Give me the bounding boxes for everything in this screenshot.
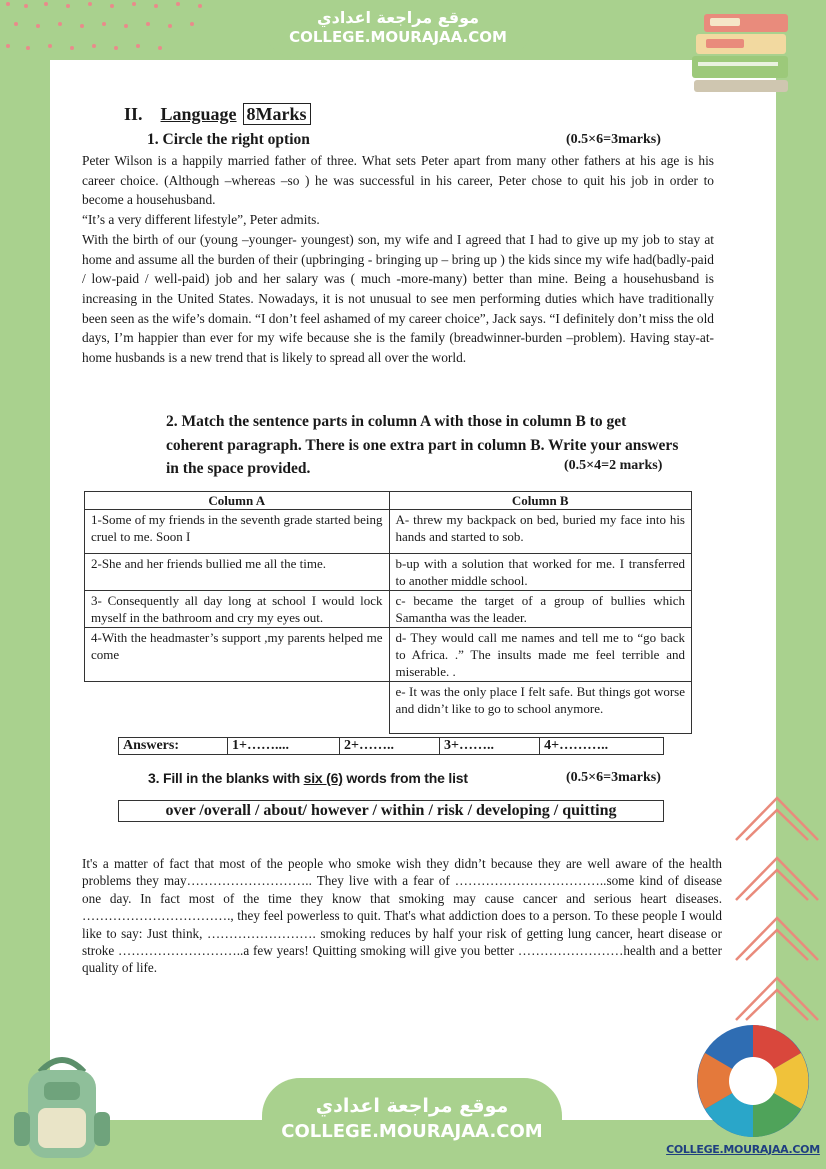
section-heading: [124, 104, 311, 125]
answers-row: [118, 737, 664, 755]
header-tab: [262, 0, 534, 58]
cell-a-1: 1-Some of my friends in the seventh grade started being cruel to me. Soon I: [85, 510, 390, 554]
answers-label: Answers:: [119, 738, 228, 755]
q1-marks: (0.5×6=3marks): [566, 132, 661, 147]
q2-marks: (0.5×4=2 marks): [564, 458, 663, 473]
column-a-header: Column A: [85, 492, 390, 510]
q3-title-rest: words from the list: [342, 770, 468, 786]
cell-b-2: b-up with a solution that worked for me. I transferred to another middle school.: [389, 554, 692, 591]
word-list-box: over /overall / about/ however / within / risk / developing / quitting: [118, 800, 664, 822]
header-arabic: موقع مراجعة اعدادي: [316, 8, 480, 27]
table-row: [85, 682, 692, 734]
q3-marks: (0.5×6=3marks): [566, 770, 661, 785]
footer-tab: [262, 1078, 562, 1169]
decorative-dots: [4, 0, 204, 56]
chevron-decoration-icon: [732, 790, 822, 1030]
footer-brand-link[interactable]: COLLEGE.MOURAJAA.COM: [666, 1143, 820, 1156]
cell-a-3: 3- Consequently all day long at school I would lock myself in the bathroom and cry my eyes out.: [85, 591, 390, 628]
q3-title-count: six (6): [303, 770, 343, 786]
cell-a-2: 2-She and her friends bullied me all the time.: [85, 554, 390, 591]
backpack-icon: [10, 1052, 114, 1162]
cell-b-5: e- It was the only place I felt safe. But things got worse and didn’t like to go to school anymore.: [389, 682, 692, 734]
section-marks: 8Marks: [243, 103, 311, 125]
cell-a-4: 4-With the headmaster’s support ,my parents helped me come: [85, 628, 390, 682]
cell-a-5: [85, 682, 390, 734]
section-number: II.: [124, 104, 143, 124]
cell-b-3: c- became the target of a group of bullies which Samantha was the leader.: [389, 591, 692, 628]
q3-title-text: 3. Fill in the blanks with: [148, 770, 304, 786]
q2-title: 2. Match the sentence parts in column A with those in column B to get coherent paragraph. There is one extra part in column B. Write your answers in the space provided.: [166, 413, 679, 477]
answer-slot-3[interactable]: 3+……..: [440, 738, 540, 755]
q3-passage: It's a matter of fact that most of the people who smoke wish they didn’t because they are well aware of the health problems they may……………………….. They live with a fear of ……………………………..some kind of disease one day. In fact most of the time they know that smoking may cause cancer and serious heart diseases. ……………………………., they feel powerless to quit. That's what addiction does to a person. To these people I would like to say: Just think, ……………………. smoking reduces by half your risk of getting lung cancer, heart disease or stroke ………………………..a few years! Quitting smoking will give you better ……………………health and a better quality of life.: [82, 856, 722, 976]
subjects-wheel-logo: [694, 1022, 812, 1140]
table-row: [85, 591, 692, 628]
answer-slot-4[interactable]: 4+………..: [540, 738, 664, 755]
q1-line-2: “It’s a very different lifestyle”, Peter admits.: [82, 212, 320, 228]
q1-line-3: With the birth of our (young –younger- youngest) son, my wife and I agreed that I had to give up my job to stay at home and assume all the burden of their (upbringing - bringing up – bring up ) the kids since my wife had(badly-paid / low-paid / well-paid) job and her salary was ( much -more-many) better than mine. Being a househusband is increasing in the United States. Nowadays, it is not unusual to see men performing duties which have traditionally been seen as the wife’s domain. “I don’t feel ashamed of my career choice”, Jack says. “I definitely don’t miss the old days, I’m happier than ever for my wife because she is the family (breadwinner-burden –problem). Having stay-at- home husbands is a new trend that is likely to spread all over the world.: [82, 231, 714, 366]
footer-site-link[interactable]: COLLEGE.MOURAJAA.COM: [281, 1121, 543, 1142]
cell-b-4: d- They would call me names and tell me to “go back to Africa. .” The insults made me feel terrible and miserable. .: [389, 628, 692, 682]
q1-title: 1. Circle the right option: [147, 131, 310, 148]
answer-slot-1[interactable]: 1+……....: [228, 738, 340, 755]
books-icon: [690, 10, 794, 94]
table-row: [85, 554, 692, 591]
q3-title: [148, 770, 468, 786]
header-site-link[interactable]: COLLEGE.MOURAJAA.COM: [289, 28, 507, 46]
q1-passage: [82, 151, 714, 368]
answer-slot-2[interactable]: 2+……..: [339, 738, 439, 755]
table-header-row: [85, 492, 692, 510]
matching-table: [84, 491, 692, 734]
section-title: Language: [160, 104, 237, 124]
table-row: [85, 510, 692, 554]
cell-b-1: A- threw my backpack on bed, buried my face into his hands and started to sob.: [389, 510, 692, 554]
table-row: [85, 628, 692, 682]
q1-line-1: Peter Wilson is a happily married father of three. What sets Peter apart from many other fathers at his age is his career choice. (Although –whereas –so ) he was successful in his career, Peter chose to quit his job in order to become a househusband.: [82, 153, 714, 208]
column-b-header: Column B: [389, 492, 692, 510]
footer-arabic: موقع مراجعة اعدادي: [315, 1095, 509, 1117]
